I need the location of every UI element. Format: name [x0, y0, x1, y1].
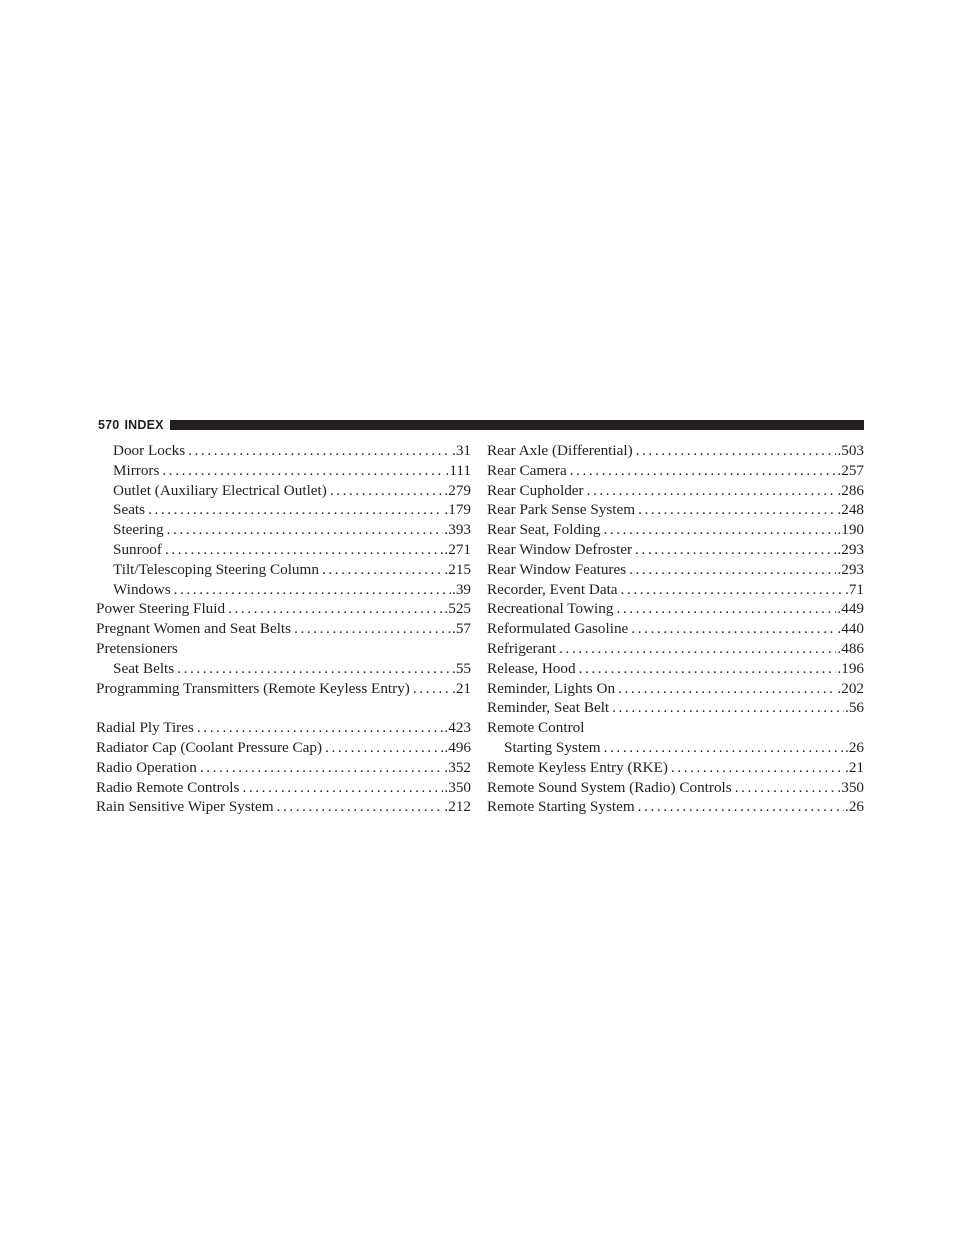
dot-leader	[735, 778, 837, 798]
entry-page: .202	[837, 679, 864, 697]
entry-page: .257	[837, 461, 864, 479]
entry-text: Outlet (Auxiliary Electrical Outlet)	[113, 481, 327, 499]
dot-leader	[197, 718, 444, 738]
dot-leader	[570, 461, 837, 481]
index-entry	[96, 659, 471, 679]
entry-page: .503	[837, 442, 864, 459]
dot-leader	[579, 659, 837, 679]
entry-text: Radio Remote Controls	[96, 778, 240, 796]
entry-text: Remote Starting System	[487, 798, 635, 816]
entry-page: .449	[837, 600, 864, 618]
index-entry	[487, 500, 864, 520]
index-entry	[96, 580, 471, 600]
dot-leader	[603, 520, 836, 540]
entry-page: .56	[845, 699, 864, 717]
entry-text: Mirrors	[113, 461, 160, 479]
entry-text: Radiator Cap (Coolant Pressure Cap)	[96, 738, 323, 756]
entry-page: .21	[845, 758, 864, 776]
dot-leader	[148, 500, 443, 520]
index-heading: Pretensioners	[96, 639, 178, 657]
dot-leader	[188, 441, 451, 461]
index-entry	[487, 540, 864, 560]
dot-leader	[631, 619, 836, 639]
entry-page: .293	[837, 560, 864, 578]
entry-page: .486	[837, 639, 864, 657]
index-entry	[487, 520, 864, 540]
entry-text: Programming Transmitters (Remote Keyless Entry)	[96, 679, 410, 697]
entry-page: .21	[452, 679, 471, 697]
entry-text: Reminder, Seat Belt	[487, 699, 610, 717]
page-header	[98, 417, 864, 433]
entry-text: Pregnant Women and Seat Belts	[96, 620, 292, 638]
index-entry	[487, 441, 864, 461]
entry-page: .350	[444, 778, 471, 796]
entry-text: Door Locks	[113, 442, 186, 459]
entry-text: Reformulated Gasoline	[487, 620, 629, 638]
letter-group-gap	[96, 698, 471, 718]
entry-text: Rear Window Features	[487, 560, 627, 578]
dot-leader	[618, 679, 836, 699]
entry-page: .271	[444, 540, 471, 558]
index-entry	[96, 619, 471, 639]
index-entry	[96, 679, 471, 699]
index-entry	[487, 797, 864, 817]
index-entry	[96, 500, 471, 520]
index-entry	[96, 599, 471, 619]
dot-leader	[228, 599, 443, 619]
entry-page: .190	[837, 521, 864, 539]
entry-text: Rear Cupholder	[487, 481, 584, 499]
index-entry	[96, 758, 471, 778]
index-entry	[96, 560, 471, 580]
section-title: INDEX	[124, 418, 164, 432]
dot-leader	[165, 540, 443, 560]
dot-leader	[413, 679, 451, 699]
dot-leader	[621, 580, 844, 600]
entry-text: Power Steering Fluid	[96, 600, 226, 618]
dot-leader	[636, 441, 837, 461]
dot-leader	[638, 797, 844, 817]
index-entry	[487, 461, 864, 481]
entry-page: .39	[452, 580, 471, 598]
dot-leader	[629, 560, 836, 580]
dot-leader	[616, 599, 836, 619]
entry-text: Refrigerant	[487, 639, 557, 657]
index-entry	[487, 560, 864, 580]
entry-text: Radio Operation	[96, 758, 197, 776]
entry-text: Starting System	[504, 738, 601, 756]
dot-leader	[162, 461, 444, 481]
index-entry	[96, 520, 471, 540]
entry-page: .350	[837, 778, 864, 796]
dot-leader	[587, 481, 837, 501]
entry-text: Rear Seat, Folding	[487, 521, 601, 539]
index-entry	[487, 758, 864, 778]
dot-leader	[635, 540, 836, 560]
entry-text: Release, Hood	[487, 659, 576, 677]
entry-text: Rear Camera	[487, 461, 567, 479]
dot-leader	[242, 778, 443, 798]
dot-leader	[604, 738, 844, 758]
entry-text: Radial Ply Tires	[96, 719, 194, 737]
index-entry	[96, 778, 471, 798]
index-entry	[96, 481, 471, 501]
entry-text: Rear Park Sense System	[487, 501, 636, 519]
dot-leader	[612, 698, 844, 718]
dot-leader	[200, 758, 444, 778]
entry-page: .71	[845, 580, 864, 598]
index-entry	[487, 738, 864, 758]
entry-page: .215	[444, 560, 471, 578]
entry-text: Remote Keyless Entry (RKE)	[487, 758, 668, 776]
entry-text: Reminder, Lights On	[487, 679, 616, 697]
index-entry	[487, 619, 864, 639]
entry-text: Rain Sensitive Wiper System	[96, 798, 274, 816]
index-entry	[487, 778, 864, 798]
entry-page: .111	[445, 461, 471, 479]
entry-page: .440	[837, 620, 864, 638]
index-entry	[96, 540, 471, 560]
entry-page: .55	[452, 659, 471, 677]
dot-leader	[167, 520, 444, 540]
index-entry	[96, 718, 471, 738]
entry-page: .525	[444, 600, 471, 618]
entry-page: .26	[845, 798, 864, 816]
index-entry	[487, 481, 864, 501]
entry-page: .248	[837, 501, 864, 519]
dot-leader	[330, 481, 444, 501]
entry-page: .423	[444, 719, 471, 737]
entry-text: Seats	[113, 501, 146, 519]
dot-leader	[671, 758, 844, 778]
dot-leader	[294, 619, 451, 639]
entry-page: .279	[444, 481, 471, 499]
dot-leader	[638, 500, 836, 520]
entry-page: .293	[837, 540, 864, 558]
entry-page: .179	[444, 501, 471, 519]
index-entry	[96, 738, 471, 758]
index-entry	[487, 580, 864, 600]
index-entry	[487, 679, 864, 699]
index-column-left	[96, 441, 471, 817]
page-number: 570	[98, 418, 120, 432]
dot-leader	[277, 797, 444, 817]
entry-page: .57	[452, 620, 471, 638]
index-entry	[96, 461, 471, 481]
entry-text: Remote Sound System (Radio) Controls	[487, 778, 732, 796]
header-label	[98, 418, 164, 432]
dot-leader	[325, 738, 443, 758]
entry-text: Tilt/Telescoping Steering Column	[113, 560, 319, 578]
entry-page: .352	[444, 758, 471, 776]
header-rule	[170, 420, 864, 430]
entry-page: .196	[837, 659, 864, 677]
index-entry	[487, 599, 864, 619]
entry-text: Recorder, Event Data	[487, 580, 618, 598]
entry-text: Seat Belts	[113, 659, 175, 677]
entry-text: Rear Window Defroster	[487, 540, 633, 558]
index-entry	[487, 639, 864, 659]
index-heading: Remote Control	[487, 719, 585, 737]
entry-text: Recreational Towing	[487, 600, 614, 618]
entry-text: Sunroof	[113, 540, 162, 558]
entry-page: .26	[845, 738, 864, 756]
entry-page: .286	[837, 481, 864, 499]
entry-page: .496	[444, 738, 471, 756]
index-column-right	[487, 441, 864, 817]
dot-leader	[177, 659, 451, 679]
dot-leader	[559, 639, 836, 659]
index-entry	[487, 698, 864, 718]
entry-text: Windows	[113, 580, 171, 598]
index-entry	[96, 441, 471, 461]
entry-page: .212	[444, 798, 471, 816]
index-entry	[487, 659, 864, 679]
entry-text: Steering	[113, 521, 164, 539]
dot-leader	[174, 580, 451, 600]
index-entry	[96, 797, 471, 817]
entry-page: .393	[444, 521, 471, 539]
dot-leader	[322, 560, 443, 580]
entry-page: .31	[452, 442, 471, 459]
entry-text: Rear Axle (Differential)	[487, 442, 633, 459]
